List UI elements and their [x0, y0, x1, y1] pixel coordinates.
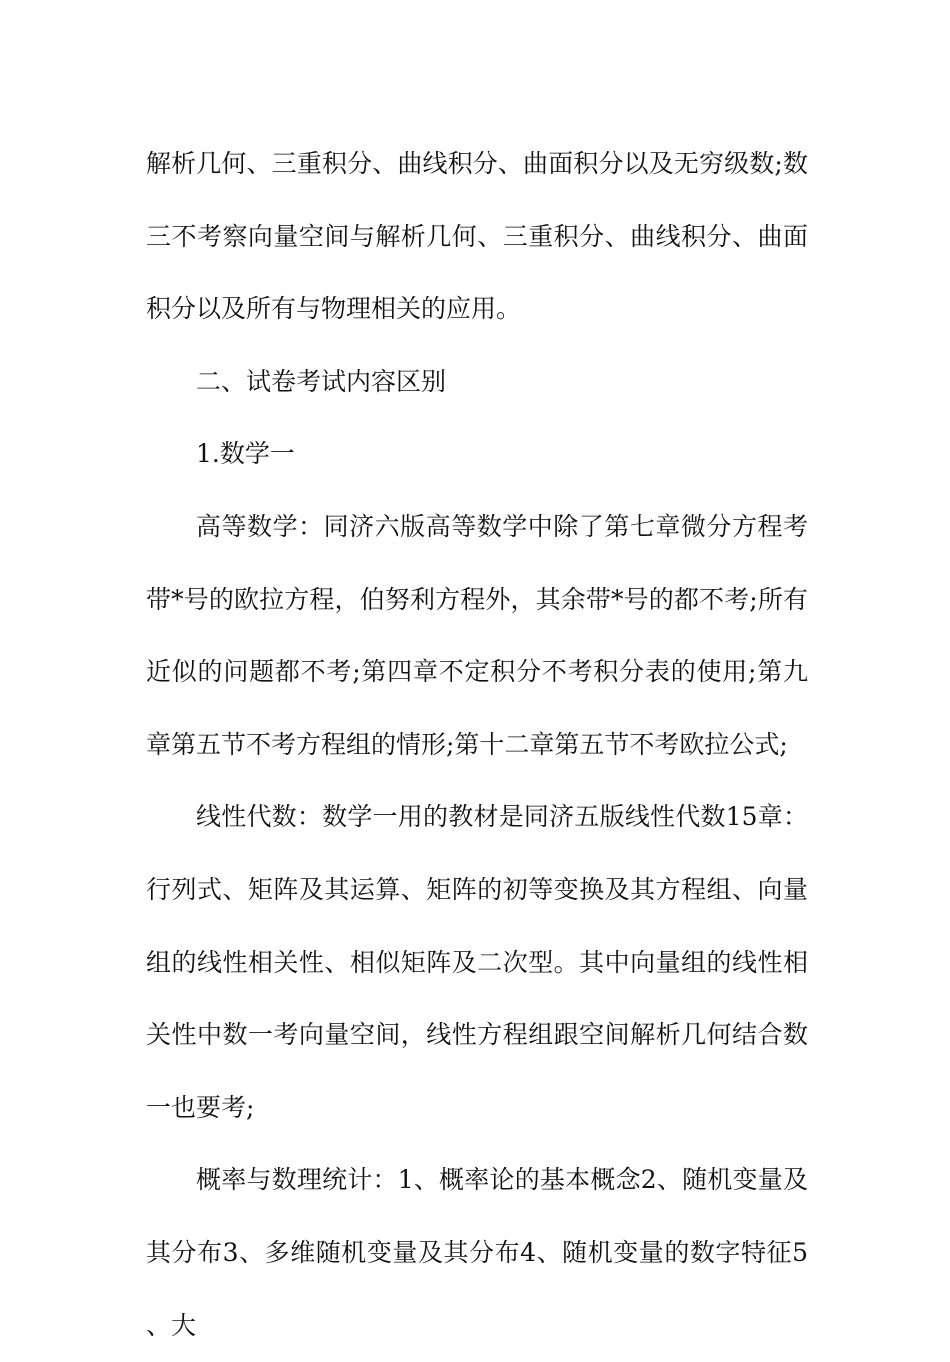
- paragraph-advanced-mathematics: 高等数学：同济六版高等数学中除了第七章微分方程考带*号的欧拉方程，伯努利方程外，其余带*号的都不考;所有近似的问题都不考;第四章不定积分不考积分表的使用;第九章第五节不考方程组的情形;第十二章第五节不考欧拉公式;: [146, 511, 808, 759]
- paragraph-linear-algebra: 线性代数：数学一用的教材是同济五版线性代数15章：行列式、矩阵及其运算、矩阵的初等变换及其方程组、向量组的线性相关性、相似矩阵及二次型。其中向量组的线性相关性中数一考向量空间，线性方程组跟空间解析几何结合数一也要考;: [146, 802, 808, 1122]
- paragraph-probability-statistics: 概率与数理统计：1、概率论的基本概念2、随机变量及其分布3、多维随机变量及其分布4、随机变量的数字特征5、大: [146, 1165, 808, 1340]
- subsection-heading-math-one: 1.数学一: [196, 439, 295, 469]
- document-body: [146, 128, 808, 1362]
- paragraph-continuation: 解析几何、三重积分、曲线积分、曲面积分以及无穷级数;数三不考察向量空间与解析几何、三重积分、曲线积分、曲面积分以及所有与物理相关的应用。: [146, 149, 808, 324]
- section-heading-exam-content-differences: 二、试卷考试内容区别: [196, 366, 447, 396]
